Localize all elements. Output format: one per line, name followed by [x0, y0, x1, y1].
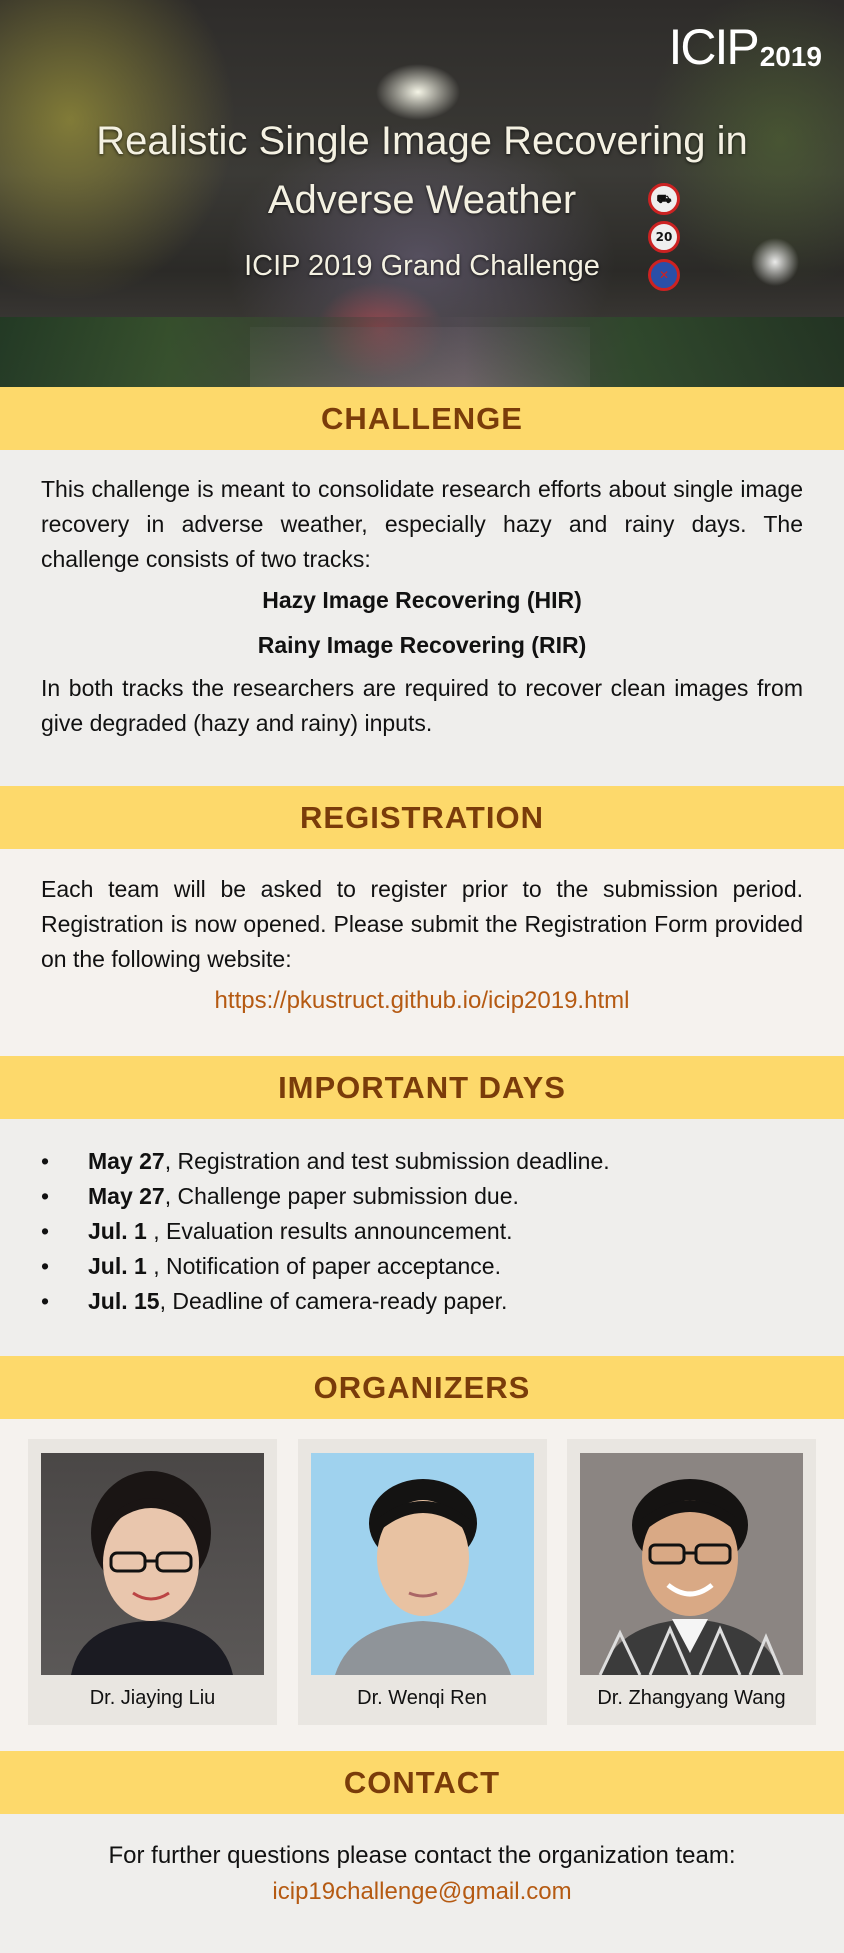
registration-band: [0, 786, 844, 849]
registration-text: Each team will be asked to register prior to the submission period. Registration is now opened. Please submit the Registration Form provided on the following website:: [41, 876, 803, 972]
bullet-icon: •: [41, 1148, 50, 1174]
day-date: Jul. 1: [88, 1218, 147, 1244]
icip-logo: [668, 19, 822, 75]
important-days-heading: IMPORTANT DAYS: [278, 1069, 566, 1105]
important-days-list: [41, 1144, 803, 1319]
day-date: May 27: [88, 1148, 165, 1174]
registration-section: [0, 849, 844, 1056]
organizer-card: [298, 1439, 547, 1725]
title-line-1: Realistic Single Image Recovering in: [96, 119, 748, 163]
day-date: Jul. 1: [88, 1253, 147, 1279]
avatar: [311, 1453, 534, 1675]
challenge-section: [0, 450, 844, 786]
day-text: , Challenge paper submission due.: [164, 1183, 519, 1209]
title-line-2: Adverse Weather: [267, 178, 577, 222]
contact-band: [0, 1751, 844, 1814]
registration-heading: REGISTRATION: [300, 799, 544, 835]
day-date: Jul. 15: [88, 1288, 160, 1314]
challenge-outro: In both tracks the researchers are required to recover clean images from give degraded (hazy and rainy) inputs.: [41, 675, 803, 736]
speed-limit-sign: 20: [648, 221, 680, 253]
important-days-section: [0, 1119, 844, 1356]
registration-link[interactable]: https://pkustruct.github.io/icip2019.html: [214, 987, 630, 1014]
no-truck-sign-icon: ⛟: [648, 183, 680, 215]
important-days-band: [0, 1056, 844, 1119]
hedge-illustration: [0, 317, 844, 387]
organizer-card: [567, 1439, 816, 1725]
logo-text: ICIP: [668, 19, 758, 75]
bullet-icon: •: [41, 1183, 50, 1209]
contact-section: [0, 1814, 844, 1953]
list-item: [41, 1214, 803, 1249]
contact-heading: CONTACT: [343, 1764, 501, 1800]
day-text: , Evaluation results announcement.: [146, 1218, 513, 1244]
no-parking-sign-icon: ✕: [648, 259, 680, 291]
organizers-heading: ORGANIZERS: [313, 1369, 531, 1405]
track-hir: Hazy Image Recovering (HIR): [262, 587, 582, 613]
organizer-card: [28, 1439, 277, 1725]
person-icon: [311, 1453, 534, 1675]
challenge-heading: CHALLENGE: [321, 400, 523, 436]
track-rir: Rainy Image Recovering (RIR): [257, 632, 587, 658]
list-item: [41, 1144, 803, 1179]
day-text: , Notification of paper acceptance.: [146, 1253, 501, 1279]
bullet-icon: •: [41, 1218, 50, 1244]
avatar: [41, 1453, 264, 1675]
day-text: , Registration and test submission deadline.: [164, 1148, 610, 1174]
organizer-name: Dr. Zhangyang Wang: [597, 1687, 786, 1709]
person-icon: [580, 1453, 803, 1675]
day-text: , Deadline of camera-ready paper.: [159, 1288, 508, 1314]
list-item: [41, 1179, 803, 1214]
organizer-name: Dr. Jiaying Liu: [89, 1687, 216, 1709]
challenge-band: [0, 387, 844, 450]
logo-year: 2019: [759, 41, 822, 72]
bullet-icon: •: [41, 1253, 50, 1279]
page-title: [0, 112, 844, 230]
list-item: [41, 1249, 803, 1284]
organizers-band: [0, 1356, 844, 1419]
contact-text: For further questions please contact the organization team:: [108, 1842, 736, 1869]
organizer-name: Dr. Wenqi Ren: [357, 1687, 487, 1709]
challenge-intro: This challenge is meant to consolidate research efforts about single image recovery in adverse weather, especially hazy and rainy days. The challenge consists of two tracks:: [41, 476, 803, 572]
contact-email-link[interactable]: icip19challenge@gmail.com: [272, 1878, 572, 1905]
list-item: [41, 1284, 803, 1319]
page-subtitle: ICIP 2019 Grand Challenge: [244, 250, 600, 282]
hero-banner: [0, 0, 844, 387]
avatar: [580, 1453, 803, 1675]
day-date: May 27: [88, 1183, 165, 1209]
bullet-icon: •: [41, 1288, 50, 1314]
organizers-section: [0, 1419, 844, 1751]
person-icon: [41, 1453, 264, 1675]
